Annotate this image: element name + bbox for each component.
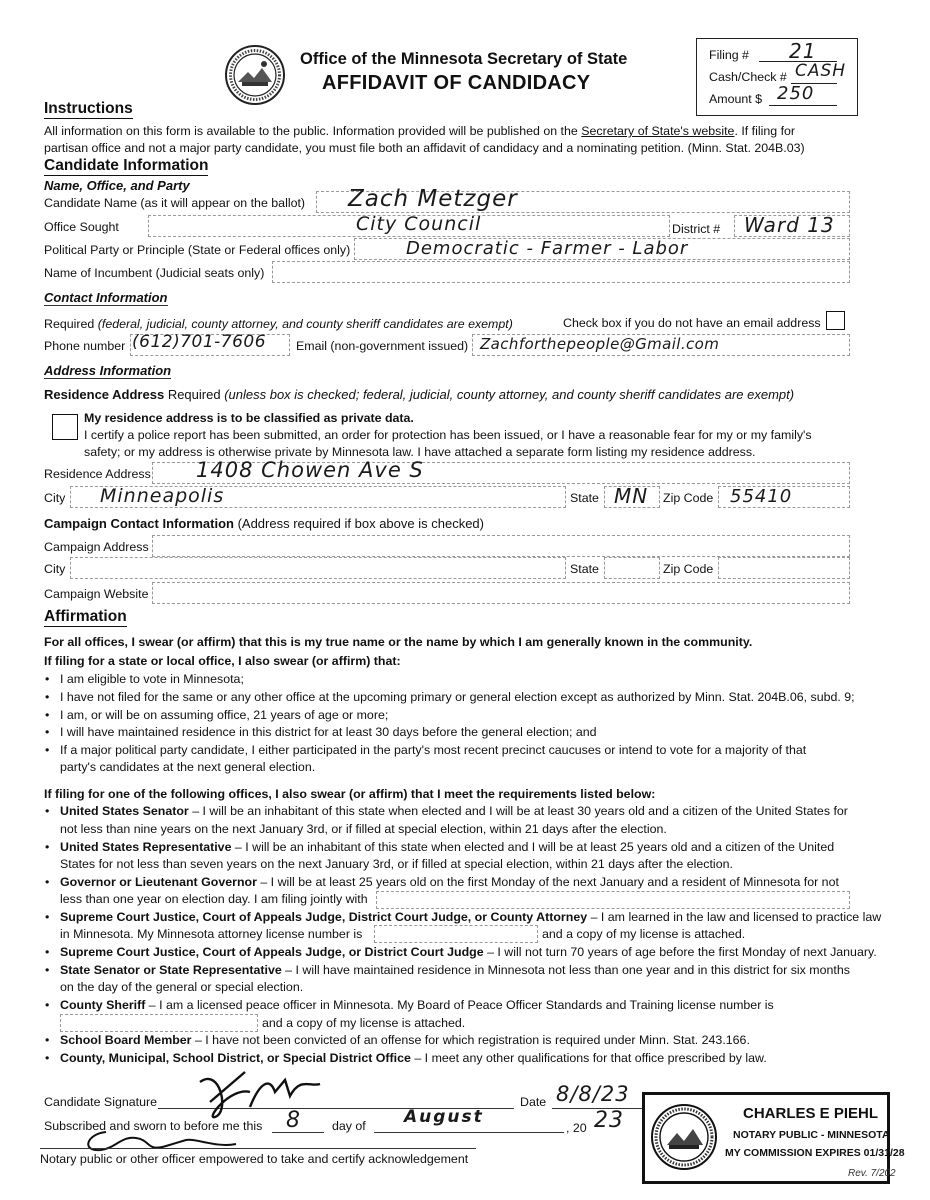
day-of-label: day of — [332, 1119, 366, 1133]
zip-label: Zip Code — [663, 491, 714, 505]
notary-title: NOTARY PUBLIC - MINNESOTA — [733, 1129, 890, 1141]
list-item: • State Senator or State Representative – I will have maintained residence in Minnesota not less than one year and in this district for six months — [45, 963, 850, 977]
party-label: Political Party or Principle (State or Federal offices only) — [44, 243, 351, 257]
filing-box — [696, 38, 858, 116]
instructions-text-1: All information on this form is available to the public. Information provided will be published on the Secretary of State's website. If filing for — [44, 124, 796, 138]
list-item: • I have not filed for the same or any other office at the upcoming primary or general election except as authorized by Minn. Stat. 204B.06, subd. 9; — [45, 690, 855, 704]
office-sought-value: City Council — [356, 213, 482, 235]
city-label: City — [44, 491, 66, 505]
list-item: • Supreme Court Justice, Court of Appeals Judge, or District Court Judge – I will not turn 70 years of age before the first Monday of next January. — [45, 945, 877, 959]
list-item: • School Board Member – I have not been convicted of an offense for which registration is required under Minn. Stat. 243.166. — [45, 1033, 750, 1047]
list-item: on the day of the general or special election. — [60, 980, 304, 994]
list-item: and a copy of my license is attached. — [262, 1016, 466, 1030]
incumbent-label: Name of Incumbent (Judicial seats only) — [44, 266, 265, 280]
date-value: 8/8/23 — [556, 1082, 630, 1106]
campaign-state-field[interactable] — [604, 557, 660, 579]
form-title: AFFIDAVIT OF CANDIDACY — [322, 72, 591, 94]
notary-label: Notary public or other officer empowered to take and certify acknowledgement — [40, 1152, 469, 1166]
sos-website-link[interactable]: Secretary of State's website — [581, 124, 735, 138]
list-item: • I am eligible to vote in Minnesota; — [45, 672, 244, 686]
phone-label: Phone number — [44, 339, 126, 353]
list-item: party's candidates at the next general election. — [60, 760, 316, 774]
list-item: less than one year on election day. I am filing jointly with — [60, 892, 368, 906]
email-value: Zachforthepeople@Gmail.com — [480, 335, 720, 353]
campaign-address-label: Campaign Address — [44, 540, 149, 554]
list-item: • County, Municipal, School District, or Special District Office – I meet any other qualifications for that office prescribed by law. — [45, 1051, 767, 1065]
campaign-zip-label: Zip Code — [663, 562, 714, 576]
campaign-city-field[interactable] — [70, 557, 566, 579]
state-label: State — [570, 491, 599, 505]
amount-value: 250 — [777, 83, 815, 104]
campaign-zip-field[interactable] — [718, 557, 850, 579]
state-value: MN — [614, 484, 649, 508]
address-info-heading: Address Information — [44, 363, 172, 378]
party-value: Democratic - Farmer - Labor — [406, 238, 689, 259]
zip-value: 55410 — [730, 486, 793, 507]
filing-number-label: Filing # — [709, 48, 749, 62]
day-value: 8 — [286, 1108, 301, 1133]
following-offices-statement: If filing for one of the following offices, I also swear (or affirm) that I meet the requirements listed below: — [44, 787, 656, 801]
year-value: 23 — [594, 1108, 624, 1133]
list-item: States for not less than seven years on the next January 3rd, or if filled at special election, within 21 days after the election. — [60, 857, 733, 871]
district-value: Ward 13 — [744, 213, 835, 237]
instructions-heading: Instructions — [44, 100, 133, 117]
city-value: Minneapolis — [100, 485, 225, 507]
district-label: District # — [672, 222, 721, 236]
campaign-address-field[interactable] — [152, 535, 850, 557]
state-seal-icon — [224, 44, 286, 106]
name-office-party-heading: Name, Office, and Party — [44, 178, 190, 193]
list-item: • United States Senator – I will be an inhabitant of this state when elected and I will be at least 30 years old and a citizen of the United States for — [45, 804, 848, 818]
list-item: and a copy of my license is attached. — [542, 927, 746, 941]
instructions-text-2: partisan office and not a major party candidate, you must file both an affidavit of candidacy and a nominating petition. (Minn. Stat. 204B.03) — [44, 141, 805, 155]
year-prefix: , 20 — [566, 1121, 587, 1135]
email-label: Email (non-government issued) — [296, 339, 469, 353]
candidate-info-heading: Candidate Information — [44, 157, 209, 174]
campaign-state-label: State — [570, 562, 599, 576]
office-title: Office of the Minnesota Secretary of State — [300, 50, 628, 68]
amount-label: Amount $ — [709, 92, 763, 106]
private-data-checkbox[interactable] — [52, 414, 78, 440]
office-sought-label: Office Sought — [44, 220, 119, 234]
private-data-title: My residence address is to be classified as private data. — [84, 411, 414, 425]
no-email-label: Check box if you do not have an email address — [563, 316, 821, 330]
notary-signature-line[interactable] — [40, 1148, 476, 1149]
list-item: • County Sheriff – I am a licensed peace officer in Minnesota. My Board of Peace Officer Standards and Training license number is — [45, 998, 774, 1012]
campaign-city-label: City — [44, 562, 66, 576]
campaign-website-field[interactable] — [152, 582, 850, 604]
affirmation-heading: Affirmation — [44, 608, 127, 625]
incumbent-field[interactable] — [272, 261, 850, 283]
notary-name: CHARLES E PIEHL — [743, 1105, 879, 1122]
private-data-text-1: I certify a police report has been submitted, an order for protection has been issued, or I have a reasonable fear for my or my family's — [84, 428, 812, 442]
private-data-text-2: safety; or my address is otherwise private by Minnesota law. I have attached a separate form listing my residence address. — [84, 445, 756, 459]
list-item: in Minnesota. My Minnesota attorney license number is — [60, 927, 363, 941]
amount-field[interactable] — [769, 105, 837, 106]
date-label: Date — [520, 1095, 547, 1109]
list-item: • I am, or will be on assuming office, 21 years of age or more; — [45, 708, 389, 722]
candidate-signature — [190, 1062, 340, 1124]
cash-check-value: CASH — [795, 61, 847, 81]
month-value: August — [404, 1107, 484, 1127]
sheriff-license-field[interactable] — [60, 1014, 258, 1032]
state-local-statement: If filing for a state or local office, I also swear (or affirm) that: — [44, 654, 401, 668]
campaign-contact-heading: Campaign Contact Information (Address required if box above is checked) — [44, 516, 484, 531]
contact-required-text: Required (federal, judicial, county attorney, and county sheriff candidates are exempt) — [44, 317, 513, 331]
no-email-checkbox[interactable] — [826, 311, 845, 330]
all-offices-statement: For all offices, I swear (or affirm) that this is my true name or the name by which I am generally known in the community. — [44, 635, 753, 649]
list-item: not less than nine years on the next January 3rd, or if filled at special election, within 21 days after the election. — [60, 822, 667, 836]
contact-info-heading: Contact Information — [44, 290, 168, 305]
residence-address-label: Residence Address — [44, 467, 151, 481]
attorney-license-field[interactable] — [374, 925, 538, 943]
signature-label: Candidate Signature — [44, 1095, 157, 1109]
campaign-website-label: Campaign Website — [44, 587, 149, 601]
residence-address-value: 1408 Chowen Ave S — [196, 458, 424, 482]
joint-filer-field[interactable] — [376, 891, 850, 909]
list-item: • Governor or Lieutenant Governor – I will be at least 25 years old on the first Monday of the next January and a resident of Minnesota for not — [45, 875, 839, 889]
filing-number-value: 21 — [789, 39, 817, 63]
list-item: • I will have maintained residence in this district for at least 30 days before the general election; and — [45, 725, 597, 739]
month-line[interactable] — [374, 1132, 564, 1133]
notary-expiration: MY COMMISSION EXPIRES 01/31/28 — [725, 1147, 905, 1159]
revision-date: Rev. 7/202 — [848, 1168, 896, 1179]
residence-address-heading: Residence Address Required (unless box is checked; federal, judicial, county attorney, and county sheriff candidates are exempt) — [44, 387, 795, 402]
list-item: • United States Representative – I will be an inhabitant of this state when elected and I will be at least 25 years old and a citizen of the United — [45, 840, 835, 854]
list-item: • If a major political party candidate, I either participated in the party's most recent precinct caucuses or intend to vote for a majority of that — [45, 743, 807, 757]
candidate-name-value: Zach Metzger — [348, 186, 518, 212]
candidate-name-label: Candidate Name (as it will appear on the ballot) — [44, 196, 306, 210]
list-item: • Supreme Court Justice, Court of Appeals Judge, District Court Judge, or County Attorney – I am learned in the law and licensed to practice law — [45, 910, 882, 924]
subscribed-label: Subscribed and sworn to before me this — [44, 1119, 263, 1133]
cash-check-label: Cash/Check # — [709, 70, 787, 84]
notary-seal-icon — [649, 1101, 719, 1173]
phone-value: (612)701-7606 — [132, 332, 267, 352]
